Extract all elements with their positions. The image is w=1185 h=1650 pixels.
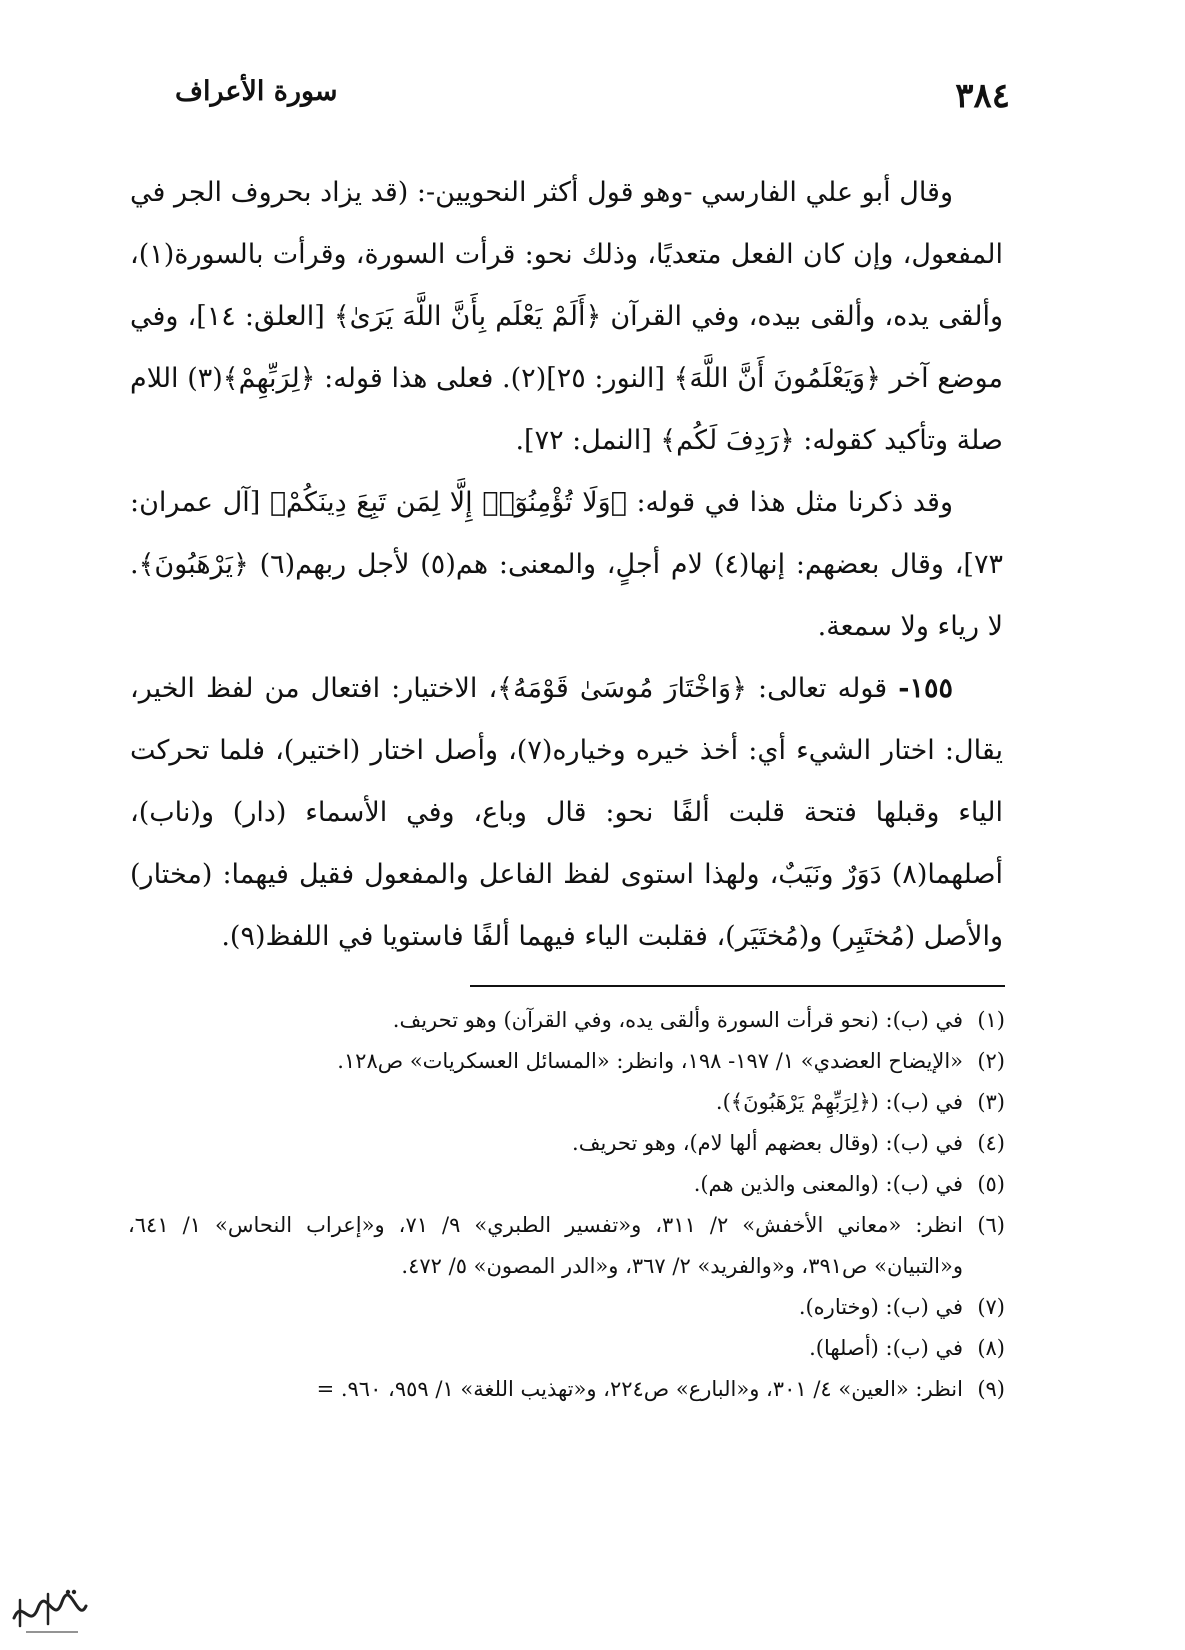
- paragraph: [130, 162, 1003, 472]
- footnote-text: في (ب): (وختاره).: [798, 1295, 963, 1319]
- footnote: [128, 1041, 1005, 1082]
- footnote-text: في (ب): (أصلها).: [809, 1336, 963, 1360]
- footnote: [128, 1205, 1005, 1287]
- footnote-text: في (ب): (والمعنى والذين هم).: [693, 1172, 963, 1196]
- footnote: [128, 1082, 1005, 1123]
- footnote: [128, 1369, 1005, 1410]
- footnote-text: في (ب): (نحو قرأت السورة وألقى يده، وفي القرآن) وهو تحريف.: [392, 1008, 963, 1032]
- page-header: [175, 70, 1010, 120]
- running-title: سورة الأعراف: [175, 76, 338, 107]
- footnote-mark: (٩): [977, 1377, 1005, 1401]
- footnote-mark: (٢): [977, 1049, 1005, 1073]
- footnote-text: انظر: «معاني الأخفش» ٢/ ٣١١، و«تفسير الطبري» ٩/ ٧١، و«إعراب النحاس» ١/ ٦٤١، و«التبيان» ص٣٩١، و«والفريد» ٢/ ٣٦٧، و«الدر المصون» ٥/ ٤٧٢.: [128, 1213, 963, 1278]
- footnote: [128, 1287, 1005, 1328]
- main-text: [130, 162, 1003, 968]
- paragraph-text: وقد ذكرنا مثل هذا في قوله: ﴿وَلَا تُؤْمِنُوٓا۟ إِلَّا لِمَن تَبِعَ دِينَكُمْ﴾ [آل عمران: ٧٣]، وقال بعضهم: إنها(٤) لام أجلٍ، والمعنى: هم(٥) لأجل ربهم(٦) ﴿يَرْهَبُونَ﴾. لا رياء ولا سمعة.: [130, 487, 1003, 642]
- footnote-text: «الإيضاح العضدي» ١/ ١٩٧- ١٩٨، وانظر: «المسائل العسكريات» ص١٢٨.: [337, 1049, 963, 1073]
- paragraph-text: وقال أبو علي الفارسي -وهو قول أكثر النحويين-: (قد يزاد بحروف الجر في المفعول، وإن كان الفعل متعديًا، وذلك نحو: قرأت السورة، وقرأت بالسورة(١)، وألقى يده، وألقى بيده، وفي القرآن ﴿أَلَمْ يَعْلَم بِأَنَّ اللَّهَ يَرَىٰ﴾ [العلق: ١٤]، وفي موضع آخر ﴿وَيَعْلَمُونَ أَنَّ اللَّهَ﴾ [النور: ٢٥](٢). فعلى هذا قوله: ﴿لِرَبِّهِمْ﴾(٣) اللام صلة وتأكيد كقوله: ﴿رَدِفَ لَكُم﴾ [النمل: ٧٢].: [130, 177, 1003, 456]
- publisher-logo-icon: [8, 1578, 90, 1640]
- footnote-text: انظر: «العين» ٤/ ٣٠١، و«البارع» ص٢٢٤، و«تهذيب اللغة» ١/ ٩٥٩، ٩٦٠. =: [316, 1377, 963, 1401]
- footnote-mark: (٨): [977, 1336, 1005, 1360]
- footnote-mark: (٦): [977, 1213, 1005, 1237]
- footnote-divider: [470, 985, 1005, 987]
- paragraph: [130, 472, 1003, 658]
- footnote-mark: (٤): [977, 1131, 1005, 1155]
- paragraph: [130, 658, 1003, 968]
- footnote: [128, 1328, 1005, 1369]
- footnotes: [128, 1000, 1005, 1410]
- footnote-mark: (٧): [977, 1295, 1005, 1319]
- footnote: [128, 1123, 1005, 1164]
- footnote-mark: (٥): [977, 1172, 1005, 1196]
- footnote-text: في (ب): (وقال بعضهم ألها لام)، وهو تحريف.: [572, 1131, 963, 1155]
- footnote: [128, 1164, 1005, 1205]
- footnote-mark: (١): [977, 1008, 1005, 1032]
- page-number: ٣٨٤: [955, 76, 1010, 116]
- verse-number: ١٥٥-: [898, 673, 953, 704]
- paragraph-text: قوله تعالى: ﴿وَاخْتَارَ مُوسَىٰ قَوْمَهُ﴾، الاختيار: افتعال من لفظ الخير، يقال: اختار الشيء أي: أخذ خيره وخياره(٧)، وأصل اختار (اختير)، فلما تحركت الياء وقبلها فتحة قلبت ألفًا نحو: قال وباع، وفي الأسماء (دار) و(ناب)، أصلهما(٨) دَوَرٌ ونَيَبٌ، ولهذا استوى لفظ الفاعل والمفعول فقيل فيهما: (مختار) والأصل (مُختَيِر) و(مُختَيَر)، فقلبت الياء فيهما ألفًا فاستويا في اللفظ(٩).: [130, 673, 1004, 952]
- footnote-mark: (٣): [977, 1090, 1005, 1114]
- footnote: [128, 1000, 1005, 1041]
- footnote-text: في (ب): (﴿لِرَبِّهِمْ يَرْهَبُونَ﴾).: [715, 1090, 963, 1114]
